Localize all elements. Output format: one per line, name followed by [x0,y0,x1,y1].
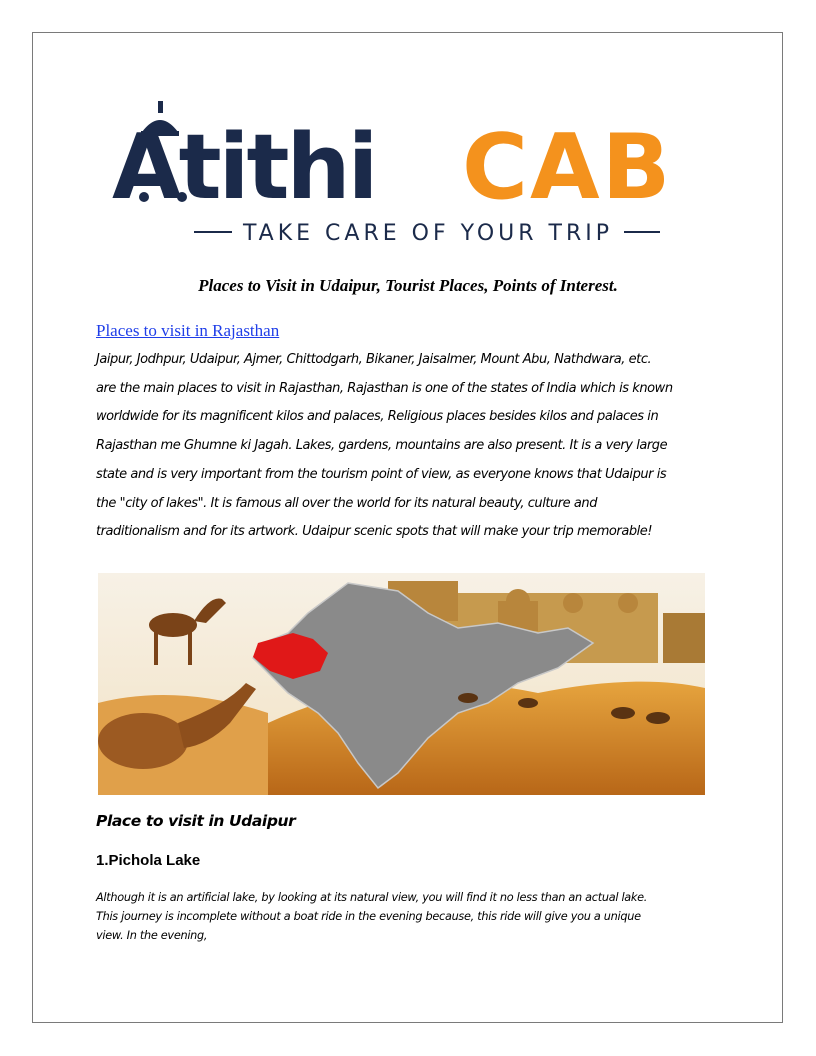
brand-word-atithi: Atithi [112,115,376,220]
atithi-cab-logo [112,98,712,248]
rajasthan-hero-image [98,573,705,795]
brand-word-cab: CAB [462,115,673,220]
heading-udaipur: Place to visit in Udaipur [96,812,296,830]
logo-tagline: TAKE CARE OF YOUR TRIP [242,221,614,246]
pichola-paragraph: Although it is an artificial lake, by looking at its natural view, you will find it no less than an actual lake. This journey is incomplete without a boat ride in the evening because, this ride will give you a unique view. In the evening, [96,891,648,942]
heading-pichola-lake: 1.Pichola Lake [96,852,201,869]
document-title: Places to Visit in Udaipur, Tourist Places, Points of Interest. [198,276,618,295]
rajasthan-places-link[interactable]: Places to visit in Rajasthan [96,321,280,340]
intro-paragraph: Jaipur, Jodhpur, Udaipur, Ajmer, Chittodgarh, Bikaner, Jaisalmer, Mount Abu, Nathdwara, etc. are the main places to visit in Rajasthan, Rajasthan is one of the states of India which is known worldwide for its magnificent kilos and palaces, Religious places besides kilos and palaces in Rajasthan me Ghumne ki Jagah. Lakes, gardens, mountains are also present. It is a very large state and is very important from the tourism point of view, as everyone knows that Udaipur is the "city of lakes". It is famous all over the world for its natural beauty, culture and traditionalism and for its artwork. Udaipur scenic spots that will make your trip memorable! [96,352,673,540]
